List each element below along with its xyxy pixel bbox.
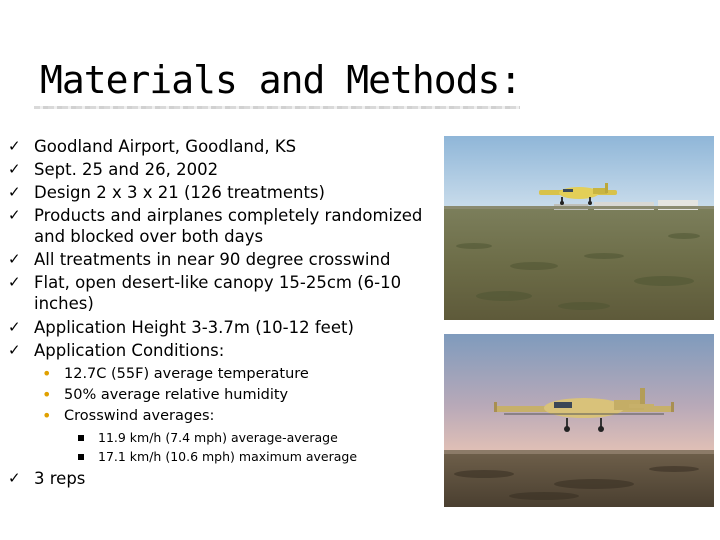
photo-airplane-application <box>444 334 714 507</box>
check-icon: ✓ <box>8 160 21 178</box>
square-bullet-icon <box>78 454 84 460</box>
sub-sub-bullet-text: 11.9 km/h (7.4 mph) average-average <box>98 430 338 445</box>
sub-bullet-text: Crosswind averages: <box>64 408 215 424</box>
sub-bullet-text: 12.7C (55F) average temperature <box>64 366 309 382</box>
bullet-dot-icon: • <box>42 406 52 425</box>
check-icon: ✓ <box>8 183 21 201</box>
bullet-text: Application Height 3-3.7m (10-12 feet) <box>34 318 354 337</box>
bullet-text: All treatments in near 90 degree crosswind <box>34 250 391 269</box>
photo-airplane-takeoff <box>444 136 714 320</box>
bullet-text: Products and airplanes completely randomized and blocked over both days <box>34 206 423 246</box>
bullet-text: Goodland Airport, Goodland, KS <box>34 137 297 156</box>
bullet-text: Sept. 25 and 26, 2002 <box>34 160 219 179</box>
check-icon: ✓ <box>8 318 21 336</box>
check-icon: ✓ <box>8 250 21 268</box>
sub-bullet-text: 50% average relative humidity <box>64 387 289 403</box>
slide-title: Materials and Methods: <box>40 58 522 102</box>
check-icon: ✓ <box>8 341 21 359</box>
bullet-text: Flat, open desert-like canopy 15-25cm (6-10 inches) <box>34 273 402 313</box>
airplane-application-illustration <box>444 334 714 507</box>
bullet-text: 3 reps <box>34 469 86 488</box>
check-icon: ✓ <box>8 469 21 487</box>
bullet-text: Design 2 x 3 x 21 (126 treatments) <box>34 183 325 202</box>
airplane-takeoff-illustration <box>444 136 714 320</box>
check-icon: ✓ <box>8 137 21 155</box>
check-icon: ✓ <box>8 206 21 224</box>
check-icon: ✓ <box>8 273 21 291</box>
bullet-dot-icon: • <box>42 385 52 404</box>
sub-sub-bullet-text: 17.1 km/h (10.6 mph) maximum average <box>98 449 358 464</box>
square-bullet-icon <box>78 435 84 441</box>
bullet-dot-icon: • <box>42 364 52 383</box>
bullet-text: Application Conditions: <box>34 341 225 360</box>
